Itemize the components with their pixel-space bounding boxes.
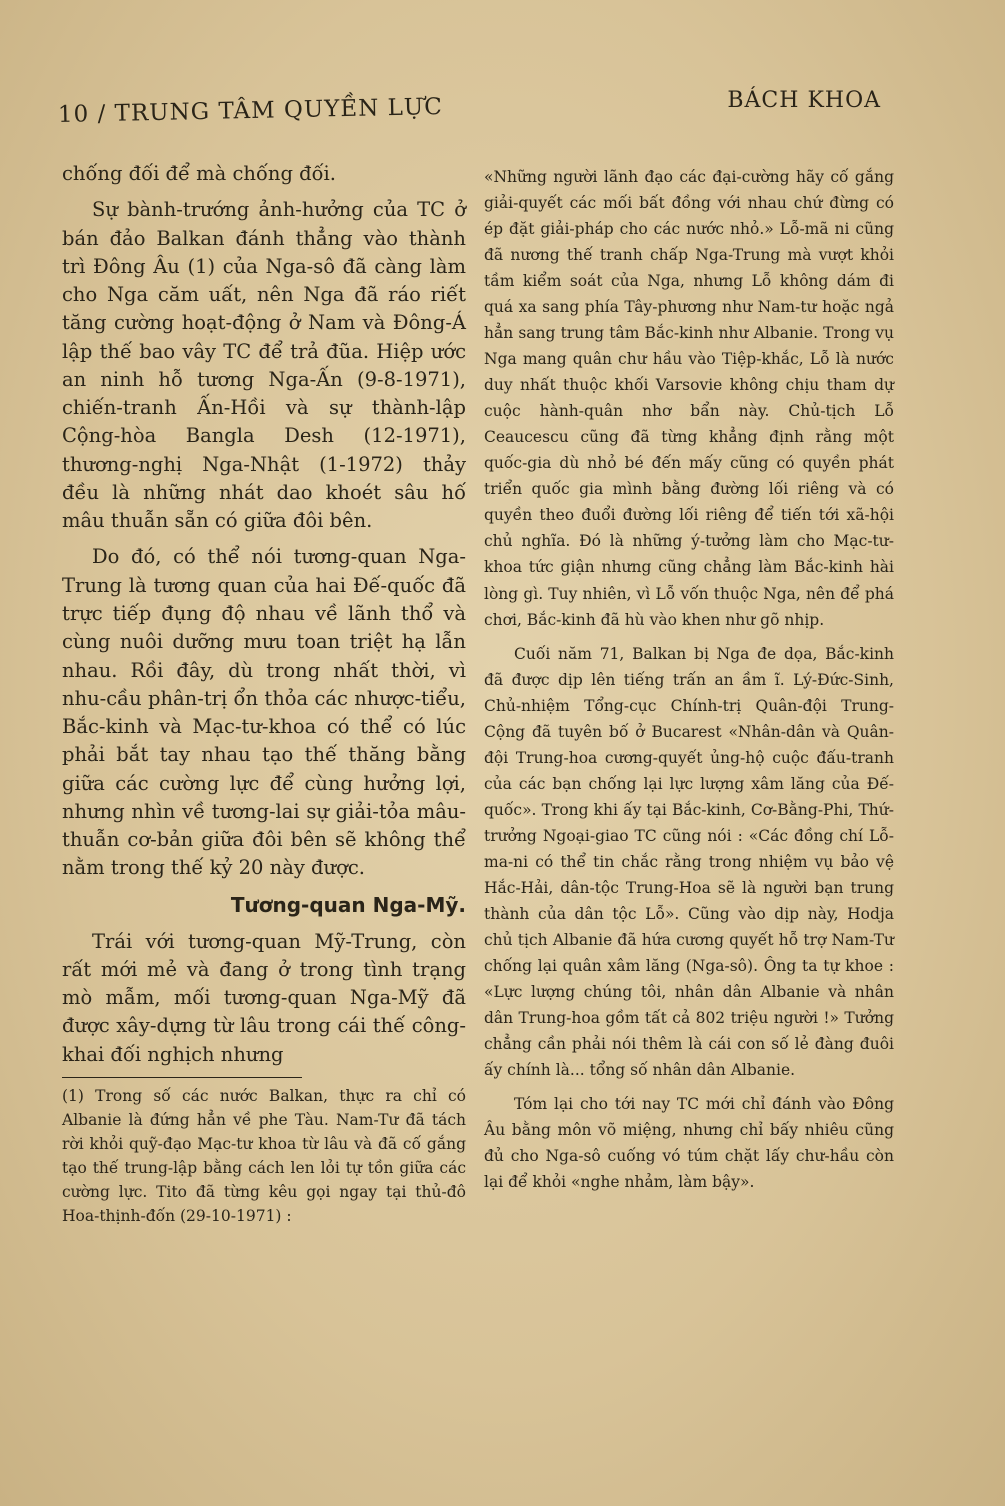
paragraph: Do đó, có thể nói tương-quan Nga-Trung là tương quan của hai Đế-quốc đã trực tiếp đụng độ nhau về lãnh thổ và cùng nuôi dưỡng mưu toan triệt hạ lẫn nhau. Rồi đây, dù trong nhất thời, vì nhu-cầu phân-trị ổn thỏa các nhược-tiểu, Bắc-kinh và Mạc-tư-khoa có thể có lúc phải bắt tay nhau tạo thế thăng bằng giữa các cường lực để cùng hưởng lợi, nhưng nhìn về tương-lai sự giải-tỏa mâu-thuẫn cơ-bản giữa đôi bên sẽ không thể nằm trong thế kỷ 20 này được. — [62, 545, 466, 880]
footnote: (1) Trong số các nước Balkan, thực ra chỉ có Albanie là đứng hẳn về phe Tàu. Nam-Tư đã tách rời khỏi quỹ-đạo Mạc-tư khoa từ lâu và đã cố gắng tạo thế trung-lập bằng cách len lỏi tự tồn giữa các cường lực. Tito đã từng kêu gọi ngay tại thủ-đô Hoa-thịnh-đốn (29-10-1971) : — [62, 1086, 466, 1226]
paragraph: Tóm lại cho tới nay TC mới chỉ đánh vào Đông Âu bằng môn võ miệng, nhưng chỉ bấy nhiêu cũng đủ cho Nga-sô cuống vó túm chặt lấy chư-hầu còn lại để khỏi «nghe nhảm, làm bậy». — [484, 1095, 894, 1192]
section-heading: Tương-quan Nga-Mỹ. — [230, 892, 466, 917]
paragraph: «Những người lãnh đạo các đại-cường hãy cố gắng giải-quyết các mối bất đồng với nhau chứ đừng có ép đặt giải-pháp cho các nước nhỏ.» Lỗ-mã ni cũng đã nương thế tranh chấp Nga-Trung mà vượt khỏi tầm kiểm soát của Nga, nhưng Lỗ không dám đi quá xa sang phía Tây-phương như Nam-tư hoặc ngả hẳn sang trung tâm Bắc-kinh như Albanie. Trong vụ Nga mang quân chư hầu vào Tiệp-khắc, Lỗ là nước duy nhất thuộc khối Varsovie không chịu tham dự cuộc hành-quân nhơ bẩn này. Chủ-tịch Lỗ Ceaucescu cũng đã từng khẳng định rằng một quốc-gia dù nhỏ bé đến mấy cũng có quyền phát triển quốc gia mình bằng đường lối riêng và có quyền theo đuổi đường lối riêng để tiến tới xã-hội chủ nghĩa. Đó là những ý-tưởng làm cho Mạc-tư-khoa tức giận nhưng cũng chẳng làm Bắc-kinh hài lòng gì. Tuy nhiên, vì Lỗ vốn thuộc Nga, nên để phá chơi, Bắc-kinh đã hù vào khen như gõ nhịp. — [484, 168, 894, 629]
paragraph: Trái với tương-quan Mỹ-Trung, còn rất mới mẻ và đang ở trong tình trạng mò mẫm, mối tương-quan Nga-Mỹ đã được xây-dựng từ lâu trong cái thế công-khai đối nghịch nhưng — [62, 929, 466, 1066]
magazine-name: BÁCH KHOA — [727, 88, 881, 113]
right-column — [484, 164, 894, 1203]
paragraph: Cuối năm 71, Balkan bị Nga đe dọa, Bắc-kinh đã được dịp lên tiếng trấn an ầm ĩ. Lý-Đức-Sinh, Chủ-nhiệm Tổng-cục Chính-trị Quân-đội Trung-Cộng đã tuyên bố ở Bucarest «Nhân-dân và Quân-đội Trung-hoa cương-quyết ủng-hộ cuộc đấu-tranh của các bạn chống lại lực lượng xâm lăng của Đế-quốc». Trong khi ấy tại Bắc-kinh, Cơ-Bằng-Phi, Thứ-trưởng Ngoại-giao TC cũng nói : «Các đồng chí Lỗ-ma-ni có thể tin chắc rằng trong nhiệm vụ bảo vệ Hắc-Hải, dân-tộc Trung-Hoa sẽ là người bạn trung thành của dân tộc Lỗ». Cũng vào dịp này, Hodja chủ tịch Albanie đã hứa cương quyết hỗ trợ Nam-Tư chống lại quân xâm lăng (Nga-sô). Ông ta tự khoe : «Lực lượng chúng tôi, nhân dân Albanie và nhân dân Trung-hoa gồm tất cả 802 triệu người !» Tưởng chẳng cần phải nói thêm là cái con số lẻ đàng đuôi ấy chính là... tổng số nhân dân Albanie. — [484, 644, 894, 1080]
page-header-title: 10 / TRUNG TÂM QUYỀN LỰC — [57, 93, 444, 128]
paragraph: Sự bành-trướng ảnh-hưởng của TC ở bán đảo Balkan đánh thẳng vào thành trì Đông Âu (1) của Nga-sô đã càng làm cho Nga căm uất, nên Nga đã ráo riết tăng cường hoạt-động ở Nam và Đông-Á lập thế bao vây TC để trả đũa. Hiệp ước an ninh hỗ tương Nga-Ấn (9-8-1971), chiến-tranh Ấn-Hồi và sự thành-lập Cộng-hòa Bangla Desh (12-1971), thương-nghị Nga-Nhật (1-1972) thảy đều là những nhát dao khoét sâu hố mâu thuẫn sẵn có giữa đôi bên. — [62, 198, 466, 533]
footnote-divider — [62, 1077, 302, 1078]
paragraph: chống đối để mà chống đối. — [62, 162, 336, 185]
left-column — [62, 160, 466, 1236]
